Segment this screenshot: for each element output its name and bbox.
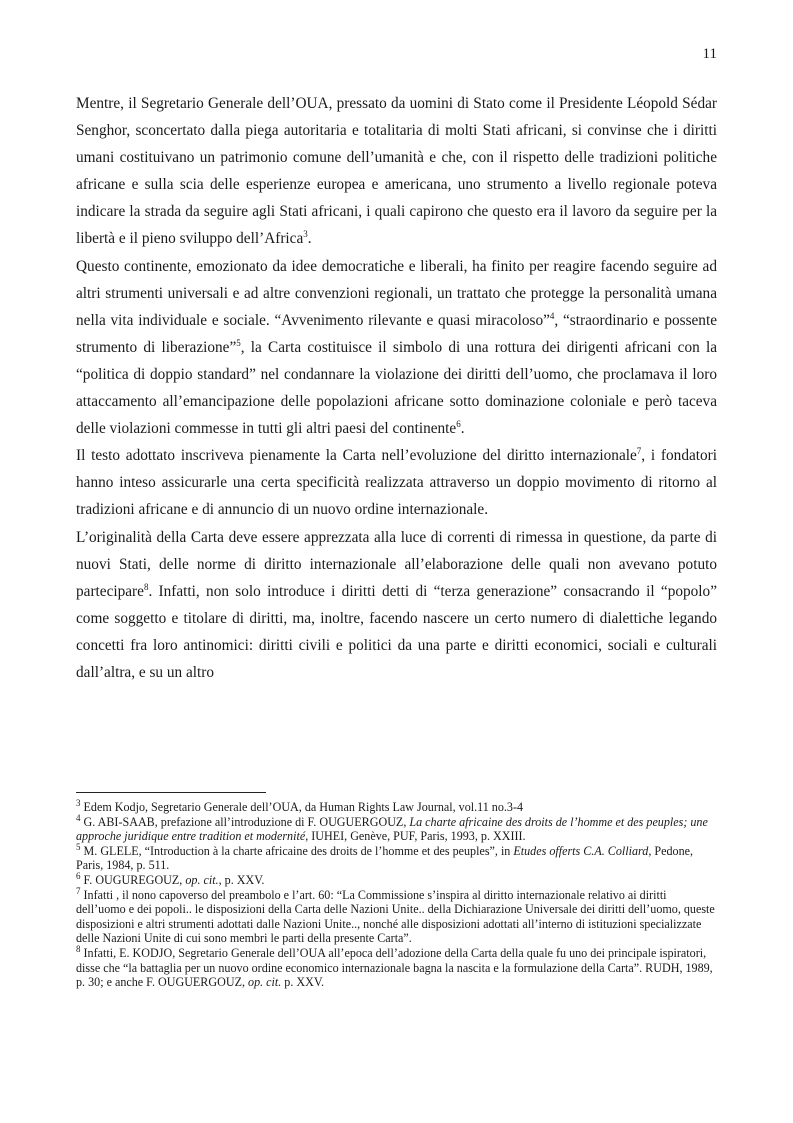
footnote-8: $^8$ Infatti, E. KODJO, Segretario Generale dell’OUA all’epoca dell’adozione della Carta della quale fu uno dei principale ispiratori, disse che “la battaglia per un nuovo ordine economico internazionale bagna la nascita e la formulazione della Carta”. RUDH, 1989, p. 30; e anche F. OUGUERGOUZ, op. cit. p. XXV. — [76, 943, 713, 990]
footnote-ref[interactable]: 5 — [236, 337, 241, 348]
page-number: 11 — [702, 46, 717, 62]
footnote-3: $^3$ Edem Kodjo, Segretario Generale dell’OUA, da Human Rights Law Journal, vol.11 no.3-4 — [76, 797, 524, 814]
paragraph: Mentre, il Segretario Generale dell’OUA, pressato da uomini di Stato come il Presidente Léopold Sédar Senghor, sconcertato dalla piega autoritaria e totalitaria di molti Stati africani, si convinse che i diritti umani costituivano un patrimonio comune dell’umanità e che, con il rispetto delle tradizioni politiche africane e sulla scia delle esperienze europea e americana, uno strumento a livello regionale poteva indicare la strada da seguire agli Stati africani, i quali capirono che questo era il lavoro da seguire per la libertà e il pieno sviluppo dell’Africa$^3$. — [76, 95, 717, 248]
paragraph: L’originalità della Carta deve essere apprezzata alla luce di correnti di rimessa in questione, da parte di nuovi Stati, delle norme di diritto internazionale all’elaborazione delle quali non avevano potuto partecipare$^8$. Infatti, non solo introduce i diritti detti di “terza generazione” consacrando il “popolo” come soggetto e titolare di diritti, ma, inoltre, facendo nascere un certo numero di dialettiche legando concetti fra loro antinomici: diritti civili e politici da una parte e diritti economici, sociali e culturali dall’altra, e su un altro — [76, 528, 717, 681]
paragraph: Questo continente, emozionato da idee democratiche e liberali, ha finito per reagire facendo seguire ad altri strumenti universali e ad altre convenzioni regionali, un trattato che protegge la personalità umana nella vita individuale e sociale. “Avvenimento rilevante e quasi miracoloso”$^4$, “straordinario e possente strumento di liberazione”$^5$, la Carta costituisce il simbolo di una rottura dei dirigenti africani con la “politica di doppio standard” nel condannare la violazione dei diritti dell’uomo, che proclamava il loro attaccamento all’emancipazione delle popolazioni africane sotto dominazione coloniale e però taceva delle violazioni commesse in tutti gli altri paesi del continente$^6$. — [76, 257, 717, 438]
footnote-5: $^5$ M. GLELE, “Introduction à la charte africaine des droits de l’homme et des peuples”, in Etudes offerts C.A. Colliard, Pedone, Paris, 1984, p. 511. — [76, 841, 694, 873]
paragraph: Il testo adottato inscriveva pienamente la Carta nell’evoluzione del diritto internazionale$^7$, i fondatori hanno inteso assicurarle una certa specificità realizzata attraverso un doppio movimento di ritorno al tradizioni africane e di annuncio di un nuovo ordine internazionale. — [76, 446, 718, 519]
footnote-separator — [76, 792, 266, 793]
footnotes — [76, 797, 717, 990]
footnote-7: $^7$ Infatti , il nono capoverso del preambolo e l’art. 60: “La Commissione s’inspira al diritto internazionale relativo ai diritti dell’uomo e dei popoli.. le disposizioni della Carta delle Nazioni Unite.. della Dichiarazione Universale dei diritti dell’uomo, queste disposizioni e altri strumenti adottati dalle Nazioni Unite.., nonché alle disposizioni adottati all’interno di istituzioni specializzate delle Nazioni Unite di cui sono membri le parti della presente Carta”. — [76, 885, 715, 946]
footnote-ref[interactable]: 3 — [303, 229, 308, 240]
footnote-ref[interactable]: 7 — [636, 446, 642, 457]
footnote-6: $^6$ F. OUGUREGOUZ, op. cit., p. XXV. — [76, 870, 265, 887]
footnote-ref[interactable]: 6 — [456, 419, 461, 430]
footnote-ref[interactable]: 8 — [143, 581, 149, 592]
body-text — [76, 90, 717, 686]
footnote-4: $^4$ G. ABI-SAAB, prefazione all’introduzione di F. OUGUERGOUZ, La charte africaine des droits de l’homme et des peuples; une approche juridique entre tradition et modernité, IUHEI, Genève, PUF, Paris, 1993, p. XXIII. — [76, 812, 708, 844]
footnote-ref[interactable]: 4 — [549, 310, 555, 321]
